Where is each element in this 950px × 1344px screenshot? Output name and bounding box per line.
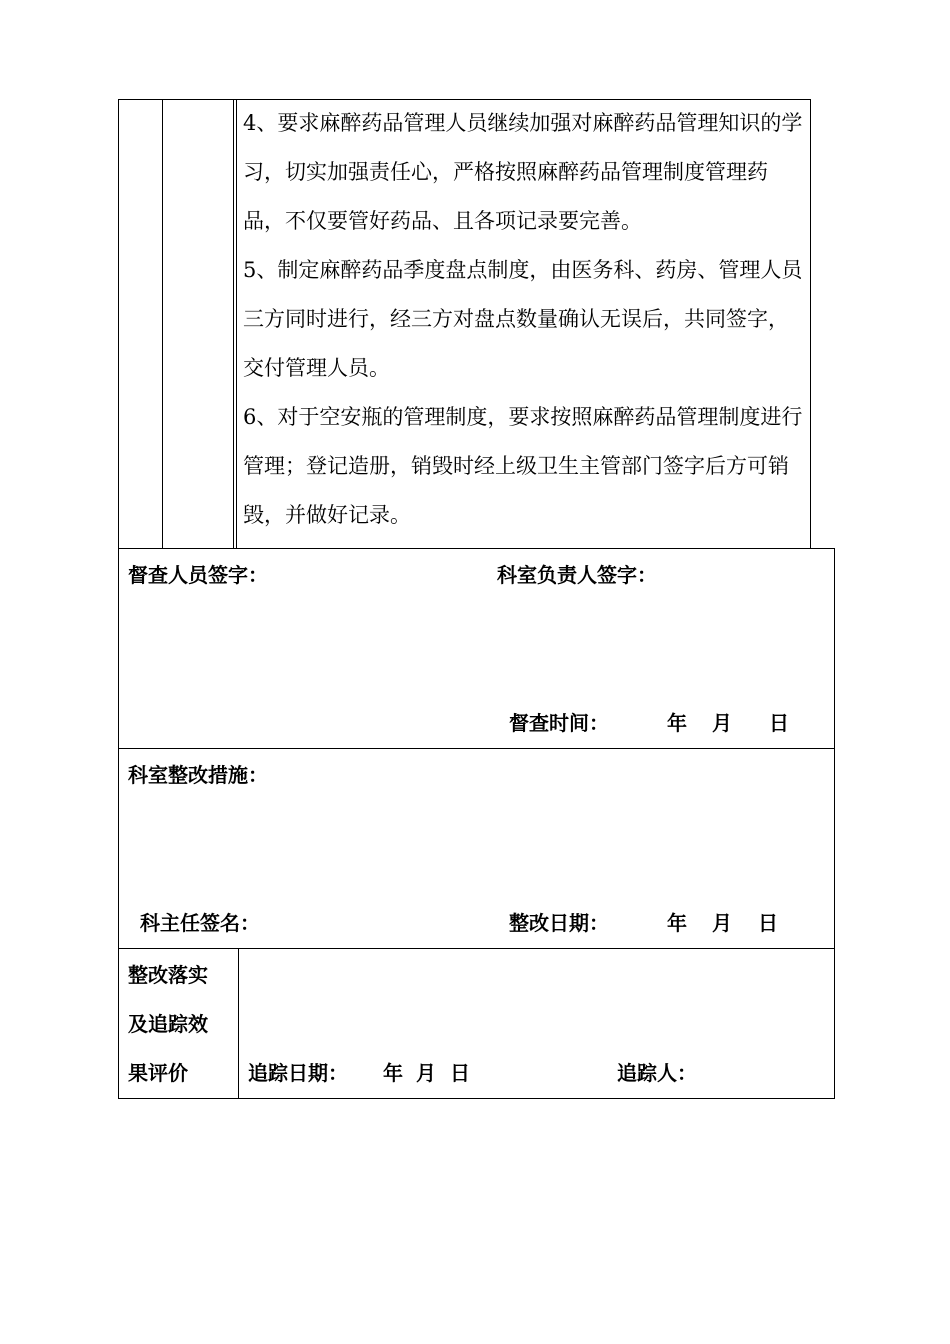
rectify-month-label: 月	[712, 911, 732, 935]
bottom-border	[118, 1098, 835, 1099]
col-line-2	[162, 99, 163, 549]
tracking-col-divider	[238, 948, 239, 1099]
bottom-right-border	[834, 548, 835, 1099]
inspect-time-label: 督查时间：	[509, 711, 609, 735]
inspect-day-label: 日	[769, 711, 789, 735]
rectify-date-label: 整改日期：	[509, 911, 609, 935]
rectification-measures-label: 科室整改措施：	[128, 763, 268, 787]
dept-head-signature-label: 科室负责人签字：	[497, 563, 657, 587]
measure-item-6: 6、对于空安瓶的管理制度，要求按照麻醉药品管理制度进行管理；登记造册，销毁时经上级卫生主管部门签字后方可销毁，并做好记录。	[243, 405, 803, 527]
col-line-3	[233, 99, 234, 549]
track-day-label: 日	[450, 1061, 470, 1085]
tracking-label-line-3: 果评价	[128, 1061, 188, 1085]
col-line-right	[810, 99, 811, 549]
bottom-left-border	[118, 548, 119, 1099]
inspect-year-label: 年	[667, 711, 687, 735]
tracking-label-line-2: 及追踪效	[128, 1012, 208, 1036]
track-year-label: 年	[383, 1061, 403, 1085]
bottom-top-border	[118, 548, 835, 549]
tracker-label: 追踪人：	[617, 1061, 697, 1085]
measure-item-5: 5、制定麻醉药品季度盘点制度，由医务科、药房、管理人员三方同时进行，经三方对盘点数量确认无误后，共同签字，交付管理人员。	[243, 258, 803, 380]
track-date-label: 追踪日期：	[248, 1061, 348, 1085]
tracking-label-line-1: 整改落实	[128, 963, 208, 987]
rectify-day-label: 日	[758, 911, 778, 935]
track-month-label: 月	[416, 1061, 436, 1085]
measure-item-4: 4、要求麻醉药品管理人员继续加强对麻醉药品管理知识的学习，切实加强责任心，严格按照麻醉药品管理制度管理药品，不仅要管好药品、且各项记录要完善。	[243, 111, 803, 233]
inspect-month-label: 月	[712, 711, 732, 735]
col-line-1	[118, 99, 119, 549]
measures-list	[243, 99, 809, 540]
col-line-3b	[236, 99, 237, 549]
inspector-signature-label: 督查人员签字：	[128, 563, 268, 587]
rectify-year-label: 年	[667, 911, 687, 935]
row-divider-2	[118, 948, 835, 949]
row-divider-1	[118, 748, 835, 749]
director-signature-label: 科主任签名：	[140, 911, 260, 935]
